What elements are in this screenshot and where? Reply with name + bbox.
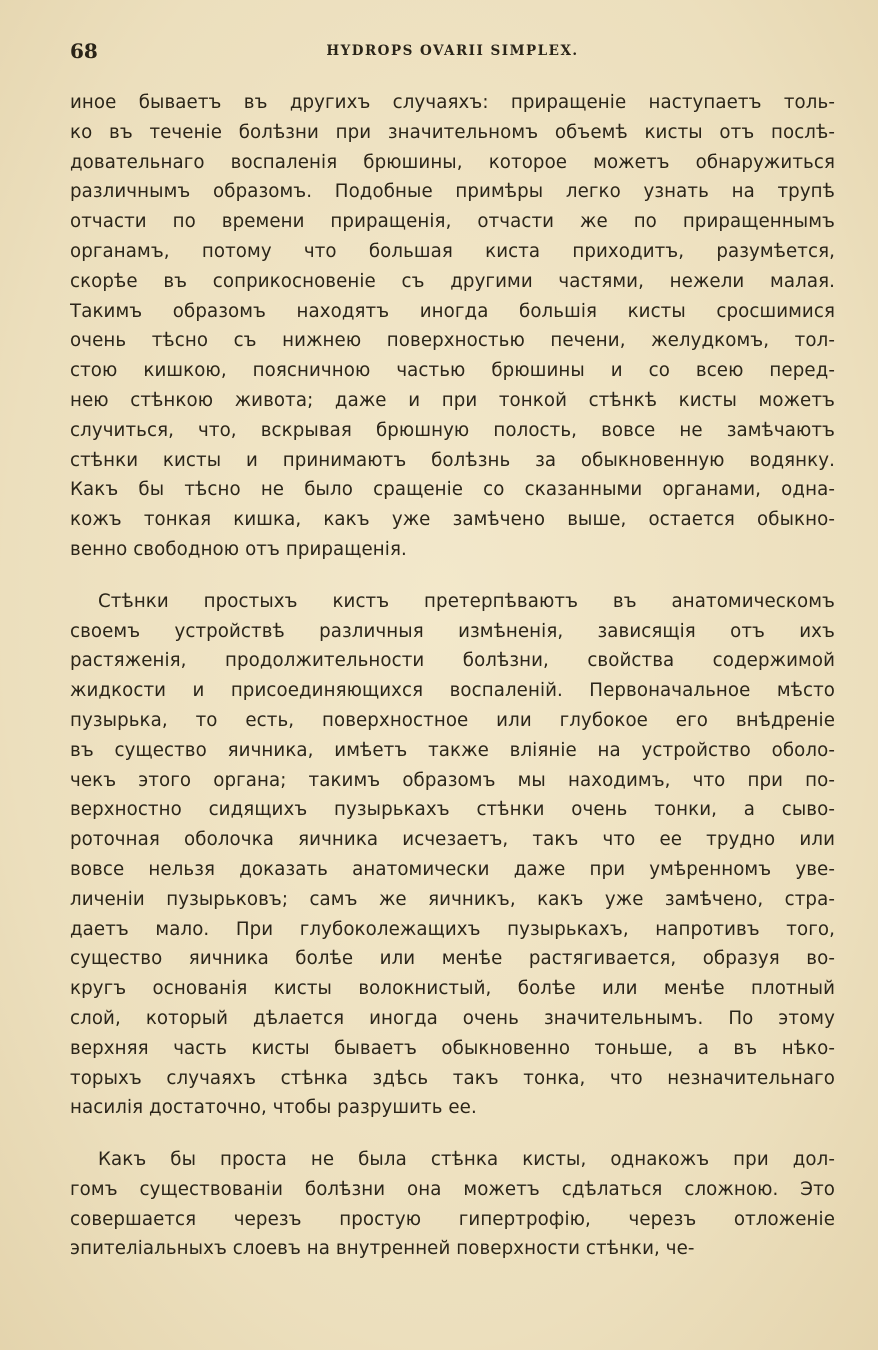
text-line: стою кишкою, поясничною частью брюшины и со всею перед- bbox=[70, 360, 835, 382]
text-line: органамъ, потому что большая киста приходитъ, разумѣется, bbox=[70, 240, 835, 262]
text-line: Такимъ образомъ находятъ иногда большія кисты сросшимися bbox=[70, 300, 835, 322]
text-line: венно свободною отъ приращенія. bbox=[70, 538, 407, 560]
text-line: кругъ основанія кисты волокнистый, болѣе или менѣе плотный bbox=[70, 978, 835, 1000]
text-line: пузырька, то есть, поверхностное или глубокое его внѣдреніе bbox=[70, 709, 835, 731]
text-line: стѣнки кисты и принимаютъ болѣзнь за обыкновенную водянку. bbox=[70, 449, 835, 471]
text-line: иное бываетъ въ другихъ случаяхъ: приращеніе наступаетъ толь- bbox=[70, 92, 835, 113]
text-line: очень тѣсно съ нижнею поверхностью печени, желудкомъ, тол- bbox=[70, 330, 835, 352]
page-header bbox=[70, 36, 835, 66]
text-line: нею стѣнкою живота; даже и при тонкой стѣнкѣ кисты можетъ bbox=[70, 389, 835, 411]
text-line: чекъ этого органа; такимъ образомъ мы находимъ, что при по- bbox=[70, 769, 835, 791]
text-line: верхняя часть кисты бываетъ обыкновенно тоньше, а въ нѣко- bbox=[70, 1037, 835, 1059]
text-line: растяженія, продолжительности болѣзни, свойства содержимой bbox=[70, 650, 835, 672]
text-line: гомъ существованіи болѣзни она можетъ сдѣлаться сложною. Это bbox=[70, 1178, 835, 1200]
text-line: слой, который дѣлается иногда очень значительнымъ. По этому bbox=[70, 1007, 835, 1029]
text-line: кожъ тонкая кишка, какъ уже замѣчено выше, остается обыкно- bbox=[70, 509, 835, 531]
text-line: различнымъ образомъ. Подобные примѣры легко узнать на трупѣ bbox=[70, 181, 835, 203]
text-line: въ существо яичника, имѣетъ также вліяніе на устройство оболо- bbox=[70, 739, 835, 761]
text-line: случиться, что, вскрывая брюшную полость, вовсе не замѣчаютъ bbox=[70, 419, 835, 441]
text-line: довательнаго воспаленія брюшины, которое можетъ обнаружиться bbox=[70, 151, 835, 173]
text-line: даетъ мало. При глубоколежащихъ пузырькахъ, напротивъ того, bbox=[70, 918, 835, 940]
text-line: Стѣнки простыхъ кистъ претерпѣваютъ въ анатомическомъ bbox=[98, 590, 835, 612]
text-line: роточная оболочка яичника исчезаетъ, такъ что ее трудно или bbox=[70, 829, 835, 851]
text-line: скорѣе въ соприкосновеніе съ другими частями, нежели малая. bbox=[70, 270, 835, 292]
text-line: отчасти по времени приращенія, отчасти же по приращеннымъ bbox=[70, 211, 835, 233]
running-title: HYDROPS OVARII SIMPLEX. bbox=[326, 43, 579, 59]
page-body bbox=[70, 88, 835, 1264]
paragraph bbox=[70, 1145, 835, 1264]
paragraph-gap bbox=[70, 565, 835, 587]
text-line: вовсе нельзя доказать анатомически даже при умѣренномъ уве- bbox=[70, 858, 835, 880]
text-line: верхностно сидящихъ пузырькахъ стѣнки очень тонки, а сыво- bbox=[70, 799, 835, 821]
paragraph-gap bbox=[70, 1123, 835, 1145]
text-line: совершается черезъ простую гипертрофію, черезъ отложеніе bbox=[70, 1208, 835, 1230]
text-line: Какъ бы проста не была стѣнка кисты, однакожъ при дол- bbox=[98, 1149, 835, 1171]
text-line: жидкости и присоединяющихся воспаленій. Первоначальное мѣсто bbox=[70, 680, 835, 702]
text-line: своемъ устройствѣ различныя измѣненія, зависящія отъ ихъ bbox=[70, 620, 835, 642]
text-line: торыхъ случаяхъ стѣнка здѣсь такъ тонка, что незначительнаго bbox=[70, 1067, 835, 1089]
page-number: 68 bbox=[70, 39, 98, 63]
text-line: личеніи пузырьковъ; самъ же яичникъ, какъ уже замѣчено, стра- bbox=[70, 888, 835, 910]
text-line: ко въ теченіе болѣзни при значительномъ объемѣ кисты отъ послѣ- bbox=[70, 121, 835, 143]
paragraph bbox=[70, 88, 835, 565]
text-line: эпителіальныхъ слоевъ на внутренней поверхности стѣнки, че- bbox=[70, 1238, 695, 1260]
text-line: насилія достаточно, чтобы разрушить ее. bbox=[70, 1097, 477, 1119]
paragraph bbox=[70, 587, 835, 1123]
text-line: существо яичника болѣе или менѣе растягивается, образуя во- bbox=[70, 948, 835, 970]
text-line: Какъ бы тѣсно не было сращеніе со сказанными органами, одна- bbox=[70, 479, 835, 501]
